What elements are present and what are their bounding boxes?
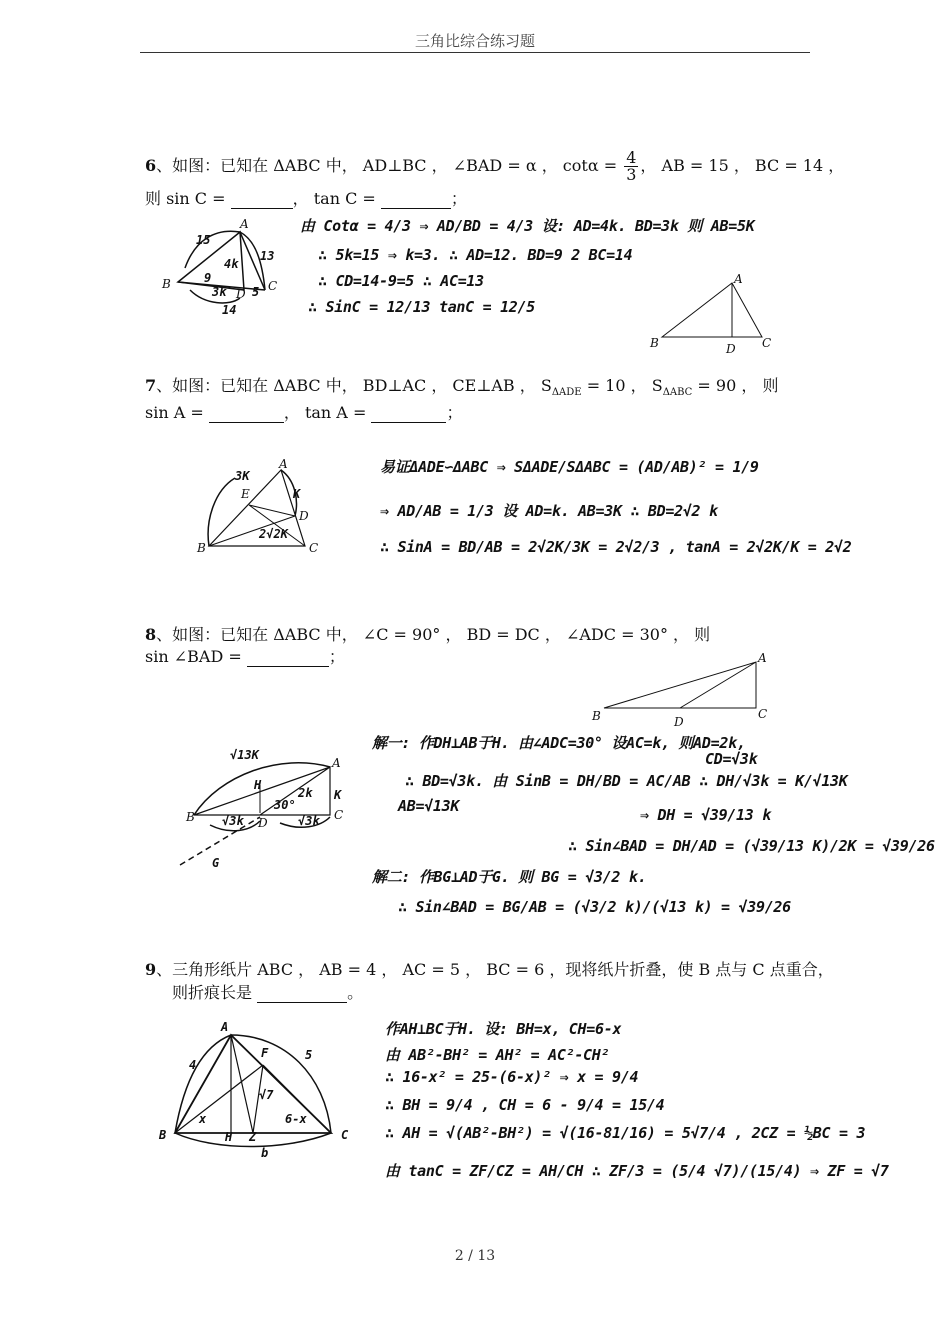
q7-sketch-B: B (197, 541, 206, 555)
q6-fig-D: D (726, 342, 736, 356)
q7-tan-blank[interactable] (371, 408, 446, 423)
q8-fig-D: D (674, 715, 684, 729)
q6-end: ； (450, 189, 467, 208)
q6-fig-C: C (762, 336, 772, 350)
q8-sketch-C: C (334, 808, 344, 822)
q6-sketch-14: 14 (222, 303, 237, 317)
header-divider (140, 52, 810, 53)
q9-text: 、三角形纸片 ABC ， AB = 4 ， AC = 5 ， BC = 6 ，现将纸片折叠，使 B 点与 C 点重合， (156, 960, 834, 979)
q8-sketch-r3k-2: √3k (298, 814, 320, 828)
q7-hand-sketch (195, 457, 335, 560)
q6-frac-denominator: 3 (626, 165, 637, 184)
q8-hand-sketch (180, 745, 370, 875)
q6-sketch-15: 15 (196, 233, 211, 247)
q7-solution-2: ⇒ AD/AB = 1/3 设 AD=k. AB=3K ∴ BD=2√2 k (380, 502, 718, 520)
q9-sketch-B: B (159, 1128, 167, 1142)
q9-end: 。 (347, 983, 364, 1002)
q9-solution-6: 由 tanC = ZF/CZ = AH/CH ∴ ZF/3 = (5/4 √7)/(15/4) ⇒ ZF = √7 (385, 1162, 889, 1180)
q7-sin-label: sin A = (145, 403, 204, 422)
q6-sketch-D: D (236, 287, 246, 301)
q8-sketch-B: B (186, 810, 195, 824)
q6-number: 6 (145, 156, 157, 175)
q6-text-a: 、如图：已知在 ΔABC 中， AD⊥BC ， ∠BAD = α ， cotα = (156, 156, 618, 175)
q7-statement-line2 (145, 400, 462, 423)
q9-solution-3: ∴ 16-x² = 25-(6-x)² ⇒ x = 9/4 (385, 1068, 639, 1086)
q6-tan-label: ， tan C = (292, 189, 376, 208)
q8-number: 8 (145, 625, 157, 644)
q9-sketch-x: x (199, 1112, 207, 1126)
q8-sketch-H: H (254, 778, 262, 792)
q6-fig-B: B (650, 336, 659, 350)
q6-solution-1: 由 Cotα = 4/3 ⇒ AD/BD = 4/3 设: AD=4k. BD=3k 则 AB=5K (300, 217, 755, 235)
q7-number: 7 (145, 376, 157, 395)
q7-tan-label: ， tan A = (283, 403, 367, 422)
q6-sin-label: 则 sin C = (145, 189, 226, 208)
q9-sketch-4: 4 (189, 1058, 197, 1072)
q7-text-a: 、如图：已知在 ΔABC 中， BD⊥AC ， CE⊥AB ， S (156, 376, 552, 395)
q9-sketch-F: F (261, 1046, 269, 1060)
q9-statement-line1 (145, 957, 834, 980)
q9-sketch-b: b (261, 1146, 269, 1160)
q8-sin-blank[interactable] (247, 652, 329, 667)
q9-hand-sketch (155, 1015, 365, 1165)
q8-sin-label: sin ∠BAD = (145, 647, 242, 666)
q8-solution-1: 解一: 作DH⊥AB于H. 由∠ADC=30° 设AC=k, 则AD=2k, (372, 734, 746, 752)
q7-text-b: = 10 ， S (586, 376, 663, 395)
q8-sketch-A: A (332, 756, 341, 770)
q8-solution-3: AB=√13K (398, 797, 460, 815)
q6-sketch-13: 13 (260, 249, 275, 263)
q9-solution-4: ∴ BH = 9/4 , CH = 6 - 9/4 = 15/4 (385, 1096, 665, 1114)
q9-sketch-r7: √7 (259, 1088, 274, 1102)
page-number: 2 / 13 (454, 1248, 496, 1264)
q8-solution-2: ∴ BD=√3k. 由 SinB = DH/BD = AC/AB ∴ DH/√3k = K/√13K (405, 772, 848, 790)
q8-sketch-K: K (334, 788, 342, 802)
q7-statement-line1 (145, 373, 778, 398)
q6-text-b: ， AB = 15 ， BC = 14 ， (640, 156, 845, 175)
q7-end: ； (446, 403, 463, 422)
q8-figure (590, 652, 780, 732)
q6-sketch-4k: 4k (224, 257, 239, 271)
q6-sketch-9: 9 (204, 271, 212, 285)
q9-sketch-5: 5 (305, 1048, 313, 1062)
q8-end: ； (328, 647, 345, 666)
q6-sin-blank[interactable] (231, 194, 293, 209)
q7-solution-3: ∴ SinA = BD/AB = 2√2K/3K = 2√2/3 , tanA = 2√2K/K = 2√2 (380, 538, 852, 556)
q6-sketch-A: A (240, 217, 249, 231)
q9-solution-2: 由 AB²-BH² = AH² = AC²-CH² (385, 1046, 610, 1064)
q7-sketch-A: A (279, 457, 288, 471)
q6-solution-4: ∴ SinC = 12/13 tanC = 12/5 (308, 298, 536, 316)
q8-sketch-r13K: √13K (230, 748, 259, 762)
q6-solution-3: ∴ CD=14-9=5 ∴ AC=13 (318, 272, 484, 290)
q9-sketch-C: C (341, 1128, 349, 1142)
q8-sketch-r3k-1: √3k (222, 814, 244, 828)
q6-sketch-3k: 3k (212, 285, 227, 299)
q8-statement-line1 (145, 622, 710, 645)
q6-solution-2: ∴ 5k=15 ⇒ k=3. ∴ AD=12. BD=9 2 BC=14 (318, 246, 633, 264)
q6-fig-A: A (734, 272, 743, 286)
q8-sketch-D: D (258, 816, 268, 830)
q6-tan-blank[interactable] (381, 194, 451, 209)
q8-solution-4: ⇒ DH = √39/13 k (640, 806, 771, 824)
q7-text-c: = 90 ， 则 (697, 376, 779, 395)
q9-solution-1: 作AH⊥BC于H. 设: BH=x, CH=6-x (385, 1020, 622, 1038)
q8-fig-A: A (758, 651, 767, 665)
q6-cot-fraction (624, 150, 638, 183)
q7-sin-blank[interactable] (209, 408, 284, 423)
q9-solution-5: ∴ AH = √(AB²-BH²) = √(16-81/16) = 5√7/4 , 2CZ = ½BC = 3 (385, 1124, 866, 1142)
q6-frac-numerator: 4 (626, 148, 637, 167)
q9-number: 9 (145, 960, 157, 979)
q6-figure (650, 272, 780, 356)
q7-sketch-C: C (309, 541, 319, 555)
q8-fig-C: C (758, 707, 768, 721)
page-header-title: 三角比综合练习题 (414, 32, 535, 50)
q9-label: 则折痕长是 (172, 983, 253, 1002)
q6-sketch-5: 5 (252, 285, 260, 299)
q6-statement-line2 (145, 186, 467, 209)
q8-sketch-30: 30° (274, 798, 296, 812)
q9-blank[interactable] (257, 988, 347, 1003)
q7-sketch-3K: 3K (235, 469, 250, 483)
q7-sketch-2r2K: 2√2K (259, 527, 288, 541)
q8-solution-7: ∴ Sin∠BAD = BG/AB = (√3/2 k)/(√13 k) = √39/26 (398, 898, 791, 916)
q7-sub-ade: ΔADE (551, 387, 582, 399)
q8-sketch-2k: 2k (298, 786, 313, 800)
q8-fig-B: B (592, 709, 601, 723)
q7-sketch-K: K (293, 487, 301, 501)
q9-sketch-H: H (225, 1130, 233, 1144)
q8-solution-6: 解二: 作BG⊥AD于G. 则 BG = √3/2 k. (372, 868, 647, 886)
q7-sub-abc: ΔABC (662, 387, 693, 399)
q8-solution-1b: CD=√3k (705, 750, 758, 768)
q6-hand-sketch (160, 217, 290, 320)
q6-statement-line1 (145, 150, 844, 183)
q9-statement-line2 (172, 980, 363, 1003)
q7-solution-1: 易证ΔADE∽ΔABC ⇒ SΔADE/SΔABC = (AD/AB)² = 1/9 (380, 458, 759, 476)
q8-statement-line2 (145, 644, 345, 667)
q7-sketch-D: D (299, 509, 309, 523)
q8-text: 、如图：已知在 ΔABC 中， ∠C = 90° ， BD = DC ， ∠ADC = 30° ， 则 (156, 625, 711, 644)
q9-sketch-A: A (221, 1020, 229, 1034)
q8-sketch-G: G (212, 856, 220, 870)
q6-sketch-C: C (268, 279, 278, 293)
q9-sketch-6-x: 6-x (285, 1112, 307, 1126)
q6-sketch-B: B (162, 277, 171, 291)
q9-sketch-Z: Z (249, 1130, 257, 1144)
q8-solution-5: ∴ Sin∠BAD = DH/AD = (√39/13 K)/2K = √39/26 (568, 837, 935, 855)
q7-sketch-E: E (241, 487, 250, 501)
